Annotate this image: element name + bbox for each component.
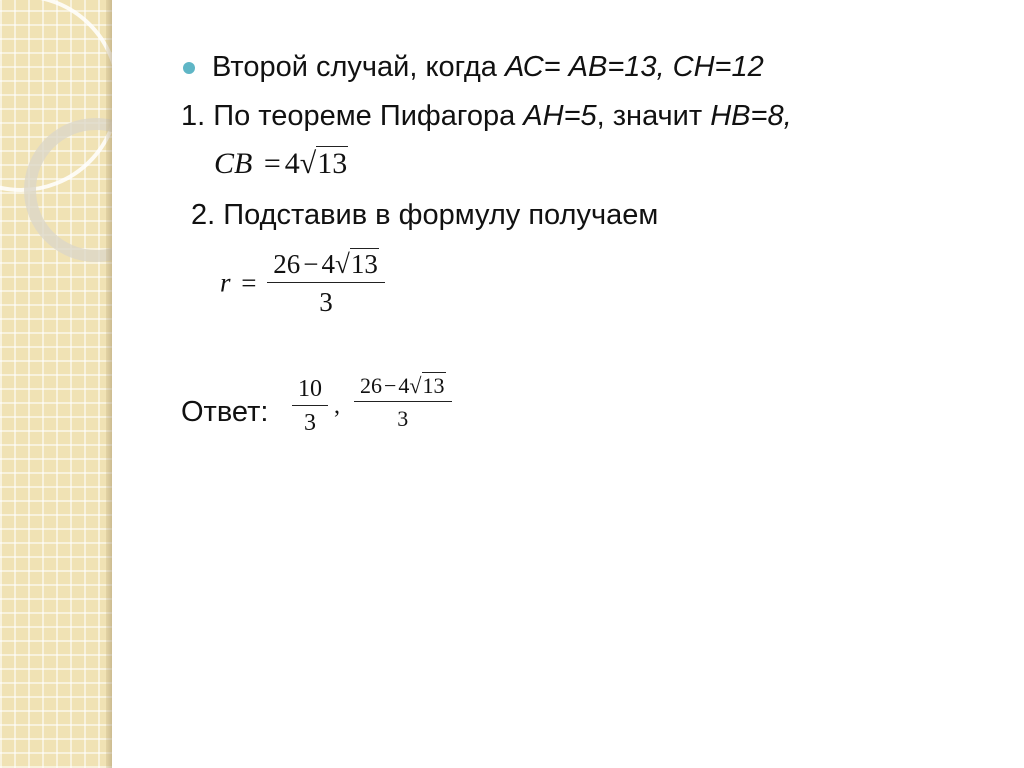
cb-radicand: 13 [317, 147, 348, 180]
r-radicand: 13 [350, 249, 378, 279]
answer-frac-2-num-a: 26 [360, 373, 382, 398]
cb-lhs: CB [214, 147, 253, 180]
bullet-dot-icon [183, 62, 195, 74]
step-2-line: 2. Подставив в формулу получаем [191, 199, 659, 231]
cb-formula [214, 146, 348, 181]
step-1-prefix: 1. По теореме Пифагора [181, 100, 524, 132]
cb-eq: = [263, 147, 281, 180]
answer-label: Ответ: [181, 396, 269, 428]
r-sqrt [335, 248, 379, 280]
side-panel-shade [106, 0, 112, 768]
answer-fraction-1 [292, 376, 340, 437]
r-lhs: r [220, 267, 231, 298]
answer-frac-2 [354, 372, 452, 432]
sqrt-sign-icon: √ [299, 147, 317, 180]
bullet-line [212, 53, 764, 82]
sqrt-sign-icon: √ [409, 373, 422, 398]
answer-frac-1-den: 3 [304, 410, 316, 436]
sqrt-sign-icon: √ [334, 249, 350, 279]
bullet-math: АС= АВ=13, СН=12 [504, 51, 764, 83]
r-num-a: 26 [273, 249, 301, 279]
decorative-side-panel [0, 0, 112, 768]
answer-frac-2-num [354, 372, 452, 401]
r-numerator [267, 248, 385, 282]
answer-frac-2-coef: 4 [398, 373, 410, 398]
step-1-hb: НВ=8, [710, 100, 792, 132]
cb-coef: 4 [284, 147, 300, 180]
bullet-text: Второй случай, когда [212, 51, 505, 83]
r-fraction [267, 248, 385, 318]
answer-frac-2-minus: − [384, 373, 397, 398]
r-eq: = [241, 267, 257, 298]
step-1-middle: , значит [596, 100, 711, 132]
answer-frac-1 [292, 376, 328, 437]
answer-frac-1-num: 10 [298, 376, 322, 402]
cb-sqrt [300, 146, 348, 181]
answer-frac-2-radicand: 13 [422, 373, 445, 398]
r-denominator: 3 [319, 287, 333, 317]
answer-frac-2-sqrt [409, 372, 445, 399]
answer-comma: , [334, 393, 340, 419]
step-1-ah: АН=5 [523, 100, 597, 132]
r-coef: 4 [321, 249, 335, 279]
answer-frac-2-den: 3 [397, 406, 409, 431]
step-1-line [181, 102, 792, 131]
r-minus: − [303, 249, 319, 279]
answer-fraction-2 [354, 372, 452, 432]
r-formula [220, 248, 385, 318]
